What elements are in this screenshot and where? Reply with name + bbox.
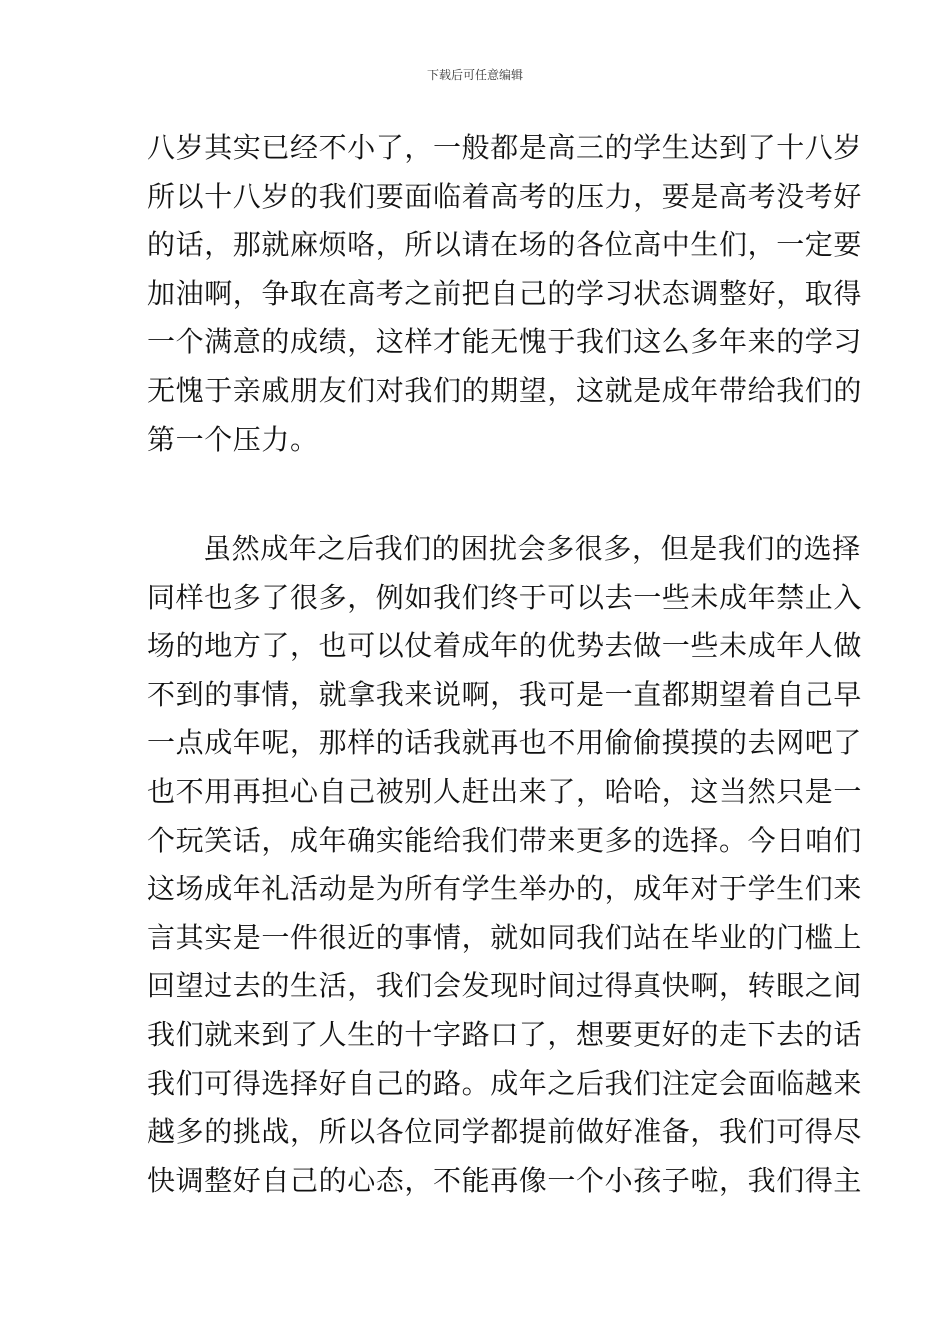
- text-line: 的话，那就麻烦咯，所以请在场的各位高中生们，一定要: [147, 228, 863, 262]
- paragraph-1: [147, 124, 863, 464]
- text-line: 我们就来到了人生的十字路口了，想要更好的走下去的话: [147, 1017, 863, 1051]
- text-line: 个玩笑话，成年确实能给我们带来更多的选择。今日咱们: [147, 823, 863, 857]
- text-line: 场的地方了，也可以仗着成年的优势去做一些未成年人做: [147, 629, 863, 663]
- text-line: 也不用再担心自己被别人赶出来了，哈哈，这当然只是一: [147, 774, 863, 808]
- text-line: 快调整好自己的心态，不能再像一个小孩子啦，我们得主: [147, 1163, 863, 1197]
- page-header: 下载后可任意编辑: [426, 68, 523, 82]
- text-line: 回望过去的生活，我们会发现时间过得真快啊，转眼之间: [147, 969, 863, 1003]
- text-line: 八岁其实已经不小了，一般都是高三的学生达到了十八岁: [147, 131, 863, 164]
- text-line: 所以十八岁的我们要面临着高考的压力，要是高考没考好: [147, 179, 863, 213]
- text-line: 一点成年呢，那样的话我就再也不用偷偷摸摸的去网吧了: [147, 726, 863, 760]
- text-line: 言其实是一件很近的事情，就如同我们站在毕业的门槛上: [147, 920, 863, 954]
- text-line: 第一个压力。: [147, 422, 319, 456]
- text-line: 这场成年礼活动是为所有学生举办的，成年对于学生们来: [147, 872, 863, 906]
- text-line: 越多的挑战，所以各位同学都提前做好准备，我们可得尽: [147, 1115, 863, 1149]
- text-line: 加油啊，争取在高考之前把自己的学习状态调整好，取得: [147, 276, 863, 310]
- text-line: 同样也多了很多，例如我们终于可以去一些未成年禁止入: [147, 580, 863, 614]
- text-line: 一个满意的成绩，这样才能无愧于我们这么多年来的学习: [147, 325, 863, 359]
- text-line: 我们可得选择好自己的路。成年之后我们注定会面临越来: [147, 1066, 863, 1100]
- text-line: 不到的事情，就拿我来说啊，我可是一直都期望着自己早: [147, 677, 863, 711]
- text-line: 虽然成年之后我们的困扰会多很多，但是我们的选择: [203, 532, 861, 565]
- text-line: 无愧于亲戚朋友们对我们的期望，这就是成年带给我们的: [147, 373, 863, 407]
- paragraph-2: [147, 525, 863, 1205]
